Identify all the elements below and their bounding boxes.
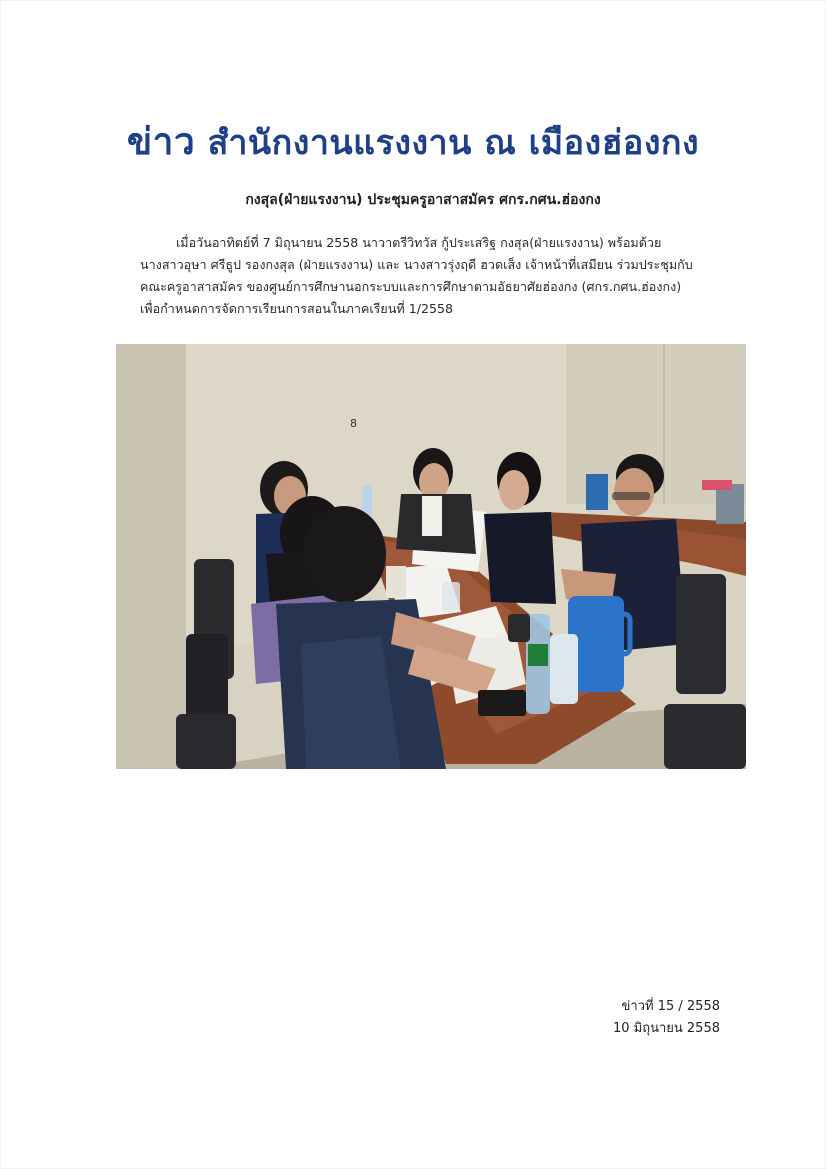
page-title [0, 112, 826, 171]
body-line: เพื่อกำหนดการจัดการเรียนการสอนในภาคเรียนที่ 1/2558 [140, 301, 454, 316]
body-line: คณะครูอาสาสมัคร ของศูนย์การศึกษานอกระบบและการศึกษาตามอัธยาศัยฮ่องกง (ศกร.กศน.ฮ่องกง) [140, 279, 682, 294]
news-footer [560, 996, 720, 1040]
news-subtitle: กงสุล(ฝ่ายแรงงาน) ประชุมครูอาสาสมัคร ศกร.กศน.ฮ่องกง [245, 192, 601, 208]
wall-sign: 8 [350, 417, 357, 430]
body-line: เมื่อวันอาทิตย์ที่ 7 มิถุนายน 2558 นาวาตรีวิทวัส กู้ประเสริฐ กงสุล(ฝ่ายแรงงาน) พร้อมด้วย [176, 235, 662, 250]
title-lead: ข่าว [126, 120, 196, 163]
news-number: ข่าวที่ 15 / 2558 [621, 999, 720, 1014]
news-body [140, 232, 740, 320]
news-date: 10 มิถุนายน 2558 [612, 1021, 720, 1036]
meeting-photo [116, 344, 746, 769]
body-line: นางสาวอุษา ศรีธูป รองกงสุล (ฝ่ายแรงงาน) และ นางสาวรุ่งฤดี ฮวดเส็ง เจ้าหน้าที่เสมียน ร่วมประชุมกับ [140, 257, 693, 272]
title-rest: สำนักงานแรงงาน ณ เมืองฮ่องกง [195, 123, 700, 163]
